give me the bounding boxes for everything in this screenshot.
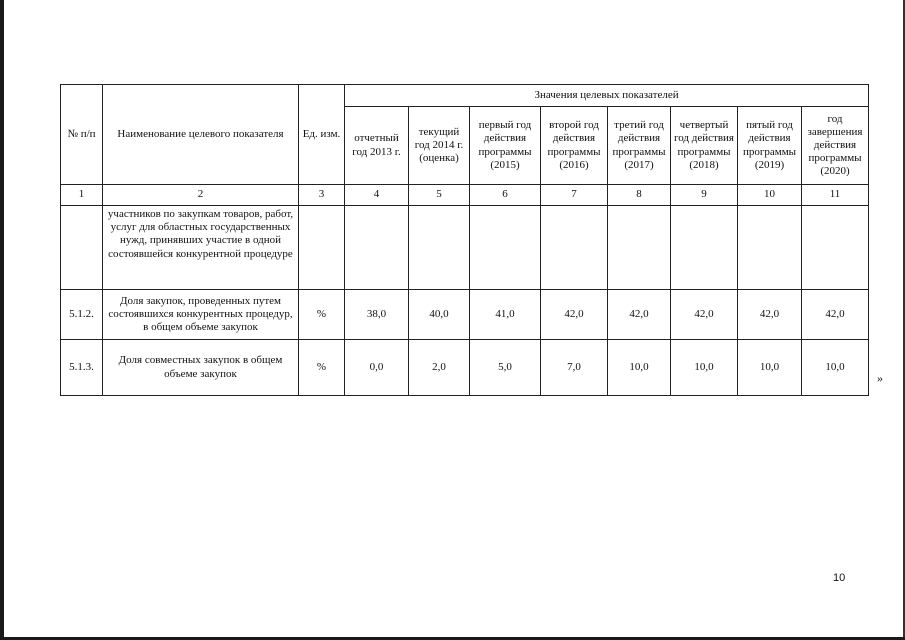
row-num: 5.1.2. bbox=[61, 290, 103, 340]
row-value: 7,0 bbox=[541, 340, 608, 396]
table-row-continuation bbox=[61, 206, 869, 290]
header-year-2019: пятый год действия программы (2019) bbox=[738, 107, 802, 185]
header-year-2015: первый год действия программы (2015) bbox=[470, 107, 541, 185]
header-name: Наименование целевого показателя bbox=[103, 85, 299, 185]
row-value bbox=[470, 206, 541, 290]
column-numbers-row bbox=[61, 185, 869, 206]
row-value: 10,0 bbox=[738, 340, 802, 396]
row-unit: % bbox=[299, 340, 345, 396]
column-number: 3 bbox=[299, 185, 345, 206]
row-value: 42,0 bbox=[608, 290, 671, 340]
row-unit: % bbox=[299, 290, 345, 340]
row-value: 42,0 bbox=[802, 290, 869, 340]
row-name: участников по закупкам товаров, работ, услуг для областных государственных нужд, принявших участие в одной состоявшейся конкурентной процедуре bbox=[103, 206, 299, 290]
header-unit: Ед. изм. bbox=[299, 85, 345, 185]
row-value bbox=[738, 206, 802, 290]
row-value: 0,0 bbox=[345, 340, 409, 396]
column-number: 1 bbox=[61, 185, 103, 206]
header-year-2013: отчетный год 2013 г. bbox=[345, 107, 409, 185]
row-value: 41,0 bbox=[470, 290, 541, 340]
column-number: 6 bbox=[470, 185, 541, 206]
row-value bbox=[541, 206, 608, 290]
closing-quote: » bbox=[877, 371, 883, 385]
row-value: 2,0 bbox=[409, 340, 470, 396]
scan-border-left bbox=[0, 0, 4, 640]
header-year-2014: текущий год 2014 г. (оценка) bbox=[409, 107, 470, 185]
table-row-5-1-3 bbox=[61, 340, 869, 396]
row-value: 5,0 bbox=[470, 340, 541, 396]
table-row-5-1-2 bbox=[61, 290, 869, 340]
row-value: 42,0 bbox=[541, 290, 608, 340]
row-num bbox=[61, 206, 103, 290]
row-value bbox=[671, 206, 738, 290]
header-num: № п/п bbox=[61, 85, 103, 185]
row-value bbox=[608, 206, 671, 290]
header-year-2020: год завершения действия программы (2020) bbox=[802, 107, 869, 185]
row-value: 42,0 bbox=[738, 290, 802, 340]
column-number: 9 bbox=[671, 185, 738, 206]
row-name: Доля закупок, проведенных путем состоявшихся конкурентных процедур, в общем объеме закупок bbox=[103, 290, 299, 340]
column-number: 8 bbox=[608, 185, 671, 206]
header-values-group: Значения целевых показателей bbox=[345, 85, 869, 107]
row-name: Доля совместных закупок в общем объеме закупок bbox=[103, 340, 299, 396]
row-value: 38,0 bbox=[345, 290, 409, 340]
column-number: 11 bbox=[802, 185, 869, 206]
row-unit bbox=[299, 206, 345, 290]
row-value bbox=[802, 206, 869, 290]
column-number: 4 bbox=[345, 185, 409, 206]
row-value: 10,0 bbox=[802, 340, 869, 396]
row-num: 5.1.3. bbox=[61, 340, 103, 396]
header-year-2018: четвертый год действия программы (2018) bbox=[671, 107, 738, 185]
header-year-2017: третий год действия программы (2017) bbox=[608, 107, 671, 185]
row-value: 10,0 bbox=[608, 340, 671, 396]
column-number: 10 bbox=[738, 185, 802, 206]
column-number: 5 bbox=[409, 185, 470, 206]
row-value: 42,0 bbox=[671, 290, 738, 340]
header-year-2016: второй год действия программы (2016) bbox=[541, 107, 608, 185]
page-number: 10 bbox=[833, 572, 846, 584]
row-value: 10,0 bbox=[671, 340, 738, 396]
row-value bbox=[345, 206, 409, 290]
row-value: 40,0 bbox=[409, 290, 470, 340]
column-number: 7 bbox=[541, 185, 608, 206]
row-value bbox=[409, 206, 470, 290]
column-number: 2 bbox=[103, 185, 299, 206]
target-indicators-table bbox=[60, 84, 869, 396]
